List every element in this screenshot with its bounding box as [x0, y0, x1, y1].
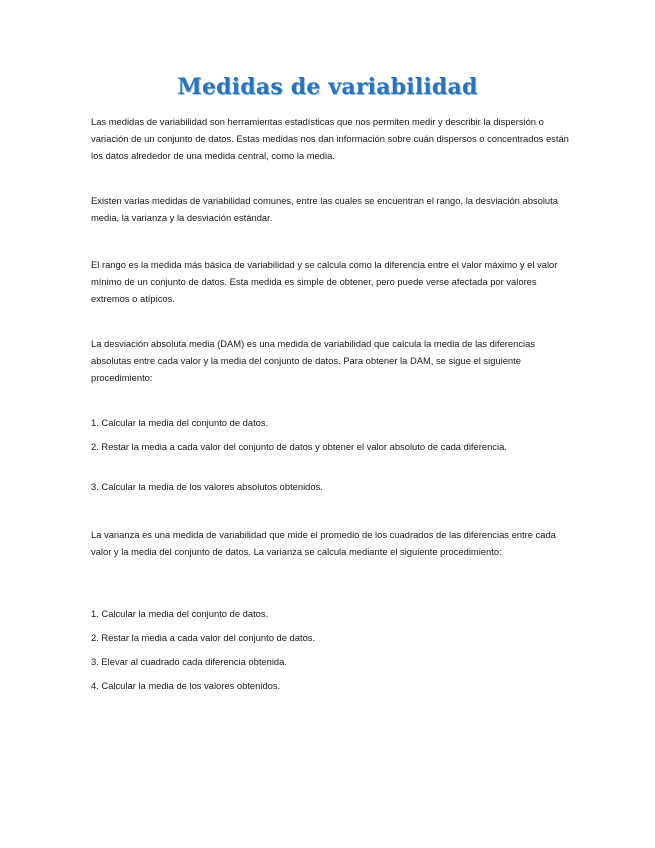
document-title: Medidas de variabilidad: [177, 74, 478, 100]
dam-step-2: 2. Restar la media a cada valor del conjunto de datos y obtener el valor absoluto de cada diferencia.: [91, 441, 507, 452]
dam-step-3: 3. Calcular la media de los valores absolutos obtenidos.: [91, 481, 323, 492]
varianza-step-4: 4. Calcular la media de los valores obtenidos.: [91, 680, 281, 691]
dam-step-1: 1. Calcular la media del conjunto de datos.: [91, 417, 269, 428]
varianza-step-2: 2. Restar la media a cada valor del conjunto de datos.: [91, 632, 316, 643]
varianza-step-1: 1. Calcular la media del conjunto de datos.: [91, 608, 269, 619]
varianza-step-3: 3. Elevar al cuadrado cada diferencia obtenida.: [91, 656, 287, 667]
paragraph-varianza: La varianza es una medida de variabilidad que mide el promedio de los cuadrados de las diferencias entre cada valor y la media del conjunto de datos. La varianza se calcula mediante el siguiente procedimiento:: [91, 529, 556, 557]
paragraph-intro: Las medidas de variabilidad son herramientas estadísticas que nos permiten medir y describir la dispersión o variación de un conjunto de datos. Estas medidas nos dan información sobre cuán dispersos o concentrados están los datos alrededor de una medida central, como la media.: [91, 116, 569, 161]
paragraph-dam: La desviación absoluta media (DAM) es una medida de variabilidad que calcula la media de las diferencias absolutas entre cada valor y la media del conjunto de datos. Para obtener la DAM, se sigue el siguiente procedimiento:: [91, 338, 536, 383]
paragraph-common-measures: Existen varias medidas de variabilidad comunes, entre las cuales se encuentran el rango, la desviación absoluta media, la varianza y la desviación estándar.: [91, 195, 558, 223]
paragraph-rango: El rango es la medida más básica de variabilidad y se calcula como la diferencia entre el valor máximo y el valor mínimo de un conjunto de datos. Esta medida es simple de obtener, pero puede verse afectada por valores extremos o atípicos.: [91, 259, 558, 304]
